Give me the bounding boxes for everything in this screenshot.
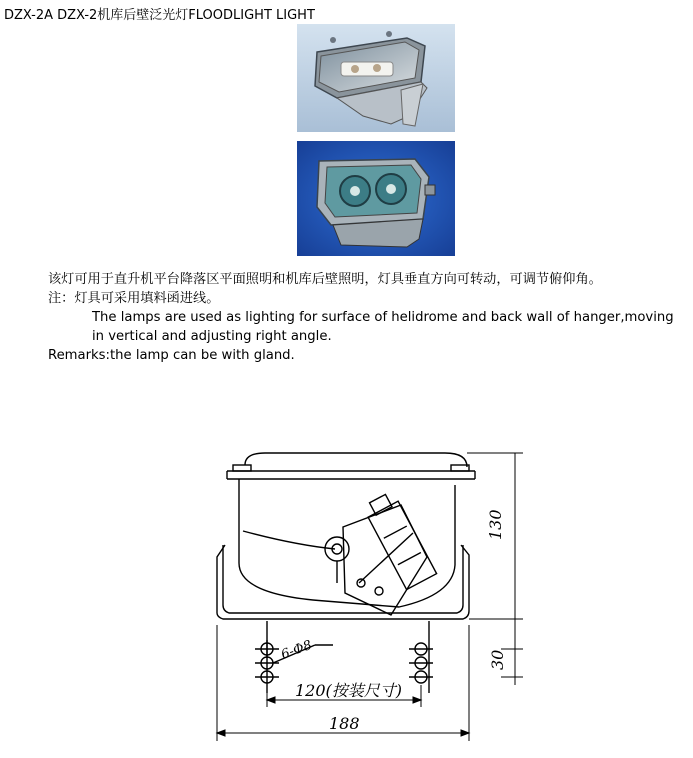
dim-mount-width-label: 120(按装尺寸) [295, 681, 403, 700]
dim-total-width-label: 188 [329, 714, 360, 733]
lamp-body-drawing [217, 453, 475, 619]
description-block [48, 270, 678, 365]
description-cn-note: 注：灯具可采用填料函进线。 [48, 291, 220, 306]
dim-height-label: 130 [486, 509, 505, 540]
floodlight-photo-bottom [297, 141, 455, 256]
description-en-note: Remarks:the lamp can be with gland. [48, 348, 295, 363]
page-title: DZX-2A DZX-2机库后壁泛光灯FLOODLIGHT LIGHT [4, 8, 315, 23]
dim-holes-label: 6-Φ8 [279, 637, 315, 663]
technical-drawing [205, 445, 535, 758]
description-cn-line: 该灯可用于直升机平台降落区平面照明和机库后壁照明，灯具垂直方向可转动，可调节俯仰角。 [48, 272, 602, 287]
description-en-line: The lamps are used as lighting for surface of helidrome and back wall of hanger,moving in vertical and adjusting right angle. [92, 310, 674, 344]
dim-mount-gap-label: 30 [488, 649, 507, 670]
floodlight-photo-top [297, 24, 455, 132]
